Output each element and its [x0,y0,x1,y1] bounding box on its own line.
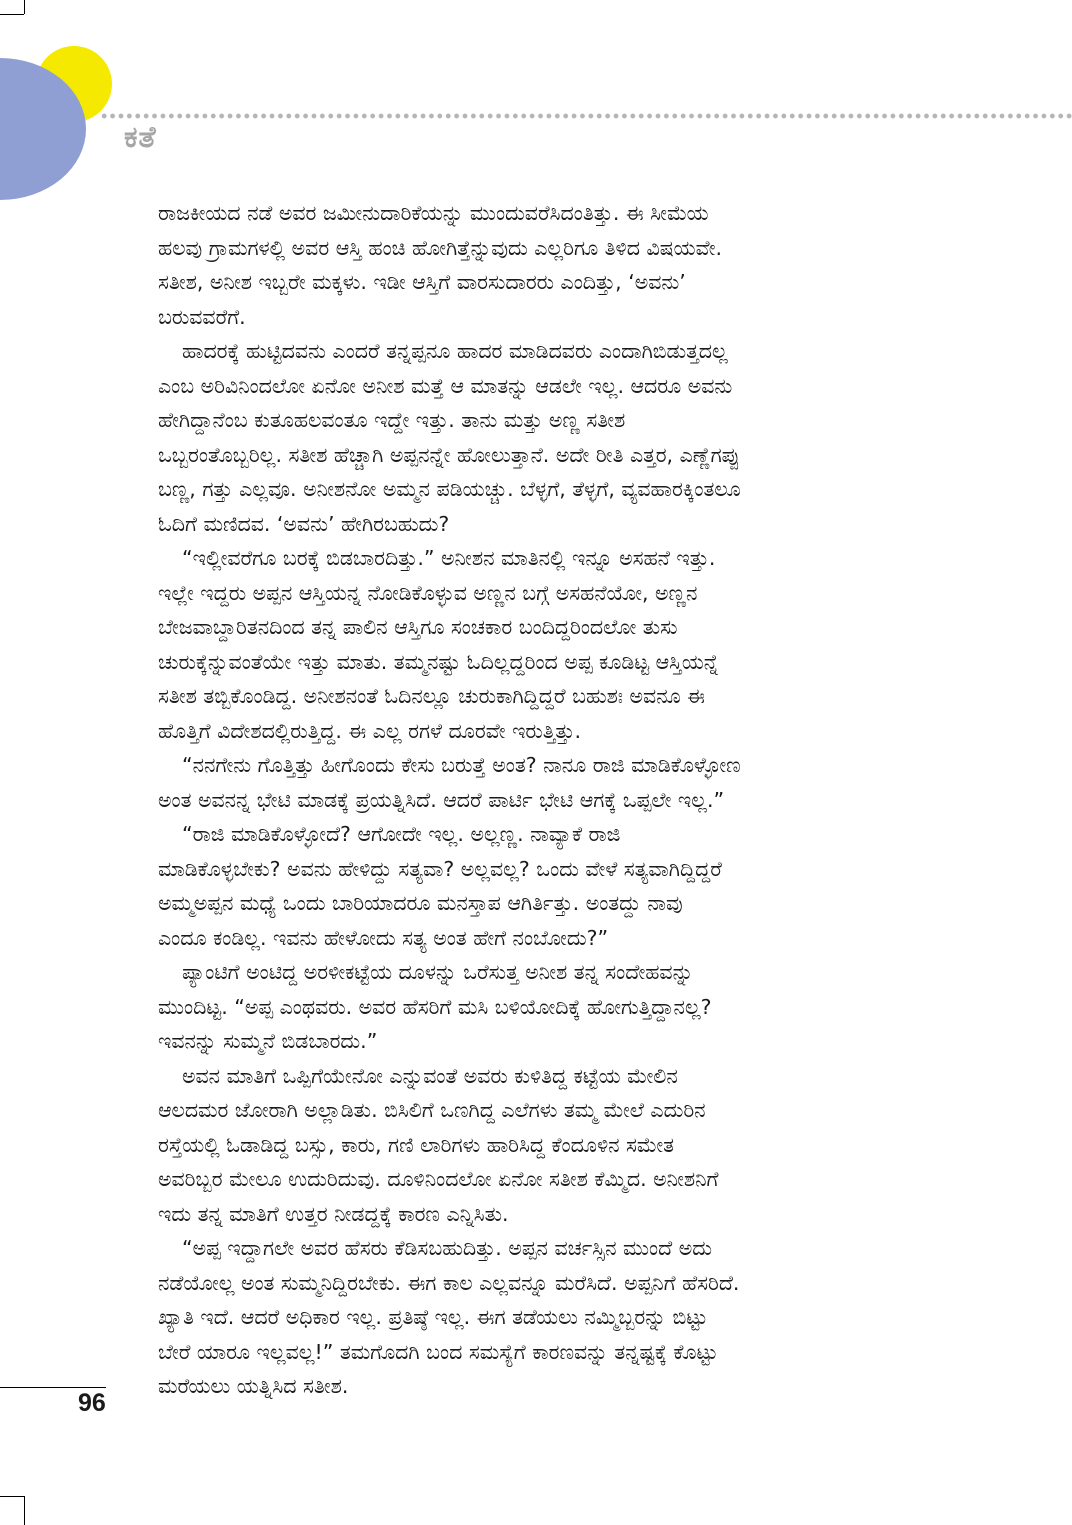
text-line: ಸತೀಶ, ಅನೀಶ ಇಬ್ಬರೇ ಮಕ್ಕಳು. ಇಡೀ ಆಸ್ತಿಗೆ ವಾರಸುದಾರರು ಎಂದಿತ್ತು, ‘ಅವನು’ [158,270,686,294]
story-text [158,196,918,1404]
text-line: ಬೇಜವಾಬ್ದಾರಿತನದಿಂದ ತನ್ನ ಪಾಲಿನ ಆಸ್ತಿಗೂ ಸಂಚಕಾರ ಬಂದಿದ್ದರಿಂದಲೋ ತುಸು [158,615,678,639]
text-line: ರಸ್ತೆಯಲ್ಲಿ ಓಡಾಡಿದ್ದ ಬಸ್ಸು, ಕಾರು, ಗಣಿ ಲಾರಿಗಳು ಹಾರಿಸಿದ್ದ ಕೆಂದೂಳಿನ ಸಮೇತ [158,1132,675,1157]
crop-mark [24,0,25,14]
text-line: ರಾಜಕೀಯದ ನಡೆ ಅವರ ಜಮೀನುದಾರಿಕೆಯನ್ನು ಮುಂದುವರೆಸಿದಂತಿತ್ತು. ಈ ಸೀಮೆಯ [158,201,709,225]
text-line: ಹಾದರಕ್ಕೆ ಹುಟ್ಟಿದವನು ಎಂದರೆ ತನ್ನಪ್ಪನೂ ಹಾದರ ಮಾಡಿದವರು ಎಂದಾಗಿಬಿಡುತ್ತದಲ್ಲ [182,339,728,363]
crop-mark [24,1496,25,1525]
footer-rule [0,1387,106,1388]
crop-mark [0,1496,24,1497]
text-line: ಬೇರೆ ಯಾರೂ ಇಲ್ಲವಲ್ಲ!” ತಮಗೊದಗಿ ಬಂದ ಸಮಸ್ಯೆಗೆ ಕಾರಣವನ್ನು ತನ್ನಷ್ಟಕ್ಕೆ ಕೊಟ್ಟು [158,1339,718,1364]
text-line: “ಅಪ್ಪ ಇದ್ದಾಗಲೇ ಅವರ ಹೆಸರು ಕೆಡಿಸಬಹುದಿತ್ತು. ಅಪ್ಪನ ವರ್ಚಸ್ಸಿನ ಮುಂದೆ ಅದು [182,1236,712,1260]
text-line: ಎಂಬ ಅರಿವಿನಿಂದಲೋ ಏನೋ ಅನೀಶ ಮತ್ತೆ ಆ ಮಾತನ್ನು ಆಡಲೇ ಇಲ್ಲ. ಆದರೂ ಅವನು [158,373,733,398]
text-line: ಬರುವವರೆಗೆ. [158,304,246,329]
text-line: ಇದು ತನ್ನ ಮಾತಿಗೆ ಉತ್ತರ ನೀಡದ್ದಕ್ಕೆ ಕಾರಣ ಎನ್ನಿಸಿತು. [158,1201,509,1226]
text-line: ಖ್ಯಾತಿ ಇದೆ. ಆದರೆ ಅಧಿಕಾರ ಇಲ್ಲ. ಪ್ರತಿಷ್ಠೆ ಇಲ್ಲ. ಈಗ ತಡೆಯಲು ನಮ್ಮಿಬ್ಬರನ್ನು ಬಿಟ್ಟು [158,1305,708,1329]
text-line: ಹೊತ್ತಿಗೆ ವಿದೇಶದಲ್ಲಿರುತ್ತಿದ್ದ. ಈ ಎಲ್ಲ ರಗಳೆ ದೂರವೇ ಇರುತ್ತಿತ್ತು. [158,718,582,743]
text-line: ಹಲವು ಗ್ರಾಮಗಳಲ್ಲಿ ಅವರ ಆಸ್ತಿ ಹಂಚಿ ಹೋಗಿತ್ತೆನ್ನುವುದು ಎಲ್ಲರಿಗೂ ತಿಳಿದ ವಿಷಯವೇ. [158,235,722,260]
text-line: ಪ್ಯಾಂಟಿಗೆ ಅಂಟಿದ್ದ ಅರಳೀಕಟ್ಟೆಯ ದೂಳನ್ನು ಒರೆಸುತ್ತ ಅನೀಶ ತನ್ನ ಸಂದೇಹವನ್ನು [182,960,694,984]
text-line: “ರಾಜಿ ಮಾಡಿಕೊಳ್ಳೋದೆ? ಆಗೋದೇ ಇಲ್ಲ. ಅಲ್ಲಣ್ಣ. ನಾವ್ಯಾಕೆ ರಾಜಿ [182,822,621,846]
text-line: ಅಮ್ಮಅಪ್ಪನ ಮಧ್ಯೆ ಒಂದು ಬಾರಿಯಾದರೂ ಮನಸ್ತಾಪ ಆಗಿರ್ತಿತ್ತು. ಅಂತದ್ದು ನಾವು [158,891,683,915]
text-line: ಬಣ್ಣ, ಗತ್ತು ಎಲ್ಲವೂ. ಅನೀಶನೋ ಅಮ್ಮನ ಪಡಿಯಚ್ಚು. ಬೆಳ್ಳಗೆ, ತೆಳ್ಳಗೆ, ವ್ಯವಹಾರಕ್ಕಿಂತಲೂ [158,477,741,501]
text-line: ಎಂದೂ ಕಂಡಿಲ್ಲ. ಇವನು ಹೇಳೋದು ಸತ್ಯ ಅಂತ ಹೇಗೆ ನಂಬೋದು?” [158,925,609,950]
text-line: ಓದಿಗೆ ಮಣಿದವ. ‘ಅವನು’ ಹೇಗಿರಬಹುದು? [158,511,450,536]
text-line: ಹೇಗಿದ್ದಾನೆಂಬ ಕುತೂಹಲವಂತೂ ಇದ್ದೇ ಇತ್ತು. ತಾನು ಮತ್ತು ಅಣ್ಣ ಸತೀಶ [158,408,626,432]
text-line: ಅಂತ ಅವನನ್ನ ಭೇಟಿ ಮಾಡಕ್ಕೆ ಪ್ರಯತ್ನಿಸಿದೆ. ಆದರೆ ಪಾರ್ಟಿ ಭೇಟಿ ಆಗಕ್ಕೆ ಒಪ್ಪಲೇ ಇಲ್ಲ.” [158,787,725,812]
text-line: ಮಾಡಿಕೊಳ್ಳಬೇಕು? ಅವನು ಹೇಳಿದ್ದು ಸತ್ಯವಾ? ಅಲ್ಲವಲ್ಲ? ಒಂದು ವೇಳೆ ಸತ್ಯವಾಗಿದ್ದಿದ್ದರೆ [158,856,722,881]
text-line: ನಡೆಯೋಲ್ಲ ಅಂತ ಸುಮ್ಮನಿದ್ದಿರಬೇಕು. ಈಗ ಕಾಲ ಎಲ್ಲವನ್ನೂ ಮರೆಸಿದೆ. ಅಪ್ಪನಿಗೆ ಹೆಸರಿದೆ. [158,1270,740,1295]
text-line: ಒಬ್ಬರಂತೊಬ್ಬರಿಲ್ಲ. ಸತೀಶ ಹೆಚ್ಚಾಗಿ ಅಪ್ಪನನ್ನೇ ಹೋಲುತ್ತಾನೆ. ಅದೇ ರೀತಿ ಎತ್ತರ, ಎಣ್ಣೆಗಪ್ಪು [158,442,740,467]
text-line: “ಇಲ್ಲೀವರೆಗೂ ಬರಕ್ಕೆ ಬಿಡಬಾರದಿತ್ತು.” ಅನೀಶನ ಮಾತಿನಲ್ಲಿ ಇನ್ನೂ ಅಸಹನೆ ಇತ್ತು. [182,546,716,570]
text-line: ಮುಂದಿಟ್ಟ. “ಅಪ್ಪ ಎಂಥವರು. ಅವರ ಹೆಸರಿಗೆ ಮಸಿ ಬಳಿಯೋದಿಕ್ಕೆ ಹೋಗುತ್ತಿದ್ದಾನಲ್ಲ? [158,994,712,1019]
text-line: ಆಲದಮರ ಜೋರಾಗಿ ಅಲ್ಲಾಡಿತು. ಬಿಸಿಲಿಗೆ ಒಣಗಿದ್ದ ಎಲೆಗಳು ತಮ್ಮ ಮೇಲೆ ಎದುರಿನ [158,1098,706,1122]
text-line: ಮರೆಯಲು ಯತ್ನಿಸಿದ ಸತೀಶ. [158,1374,349,1398]
section-label: ಕತೆ [124,120,157,155]
text-line: ಇವನನ್ನು ಸುಮ್ಮನೆ ಬಿಡಬಾರದು.” [158,1029,378,1053]
text-line: ಅವರಿಬ್ಬರ ಮೇಲೂ ಉದುರಿದುವು. ದೂಳಿನಿಂದಲೋ ಏನೋ ಸತೀಶ ಕೆಮ್ಮಿದ. ಅನೀಶನಿಗೆ [158,1167,719,1191]
page-number: 96 [78,1389,106,1417]
dotted-header-rule [100,113,1072,119]
text-line: “ನನಗೇನು ಗೊತ್ತಿತ್ತು ಹೀಗೊಂದು ಕೇಸು ಬರುತ್ತೆ ಅಂತ? ನಾನೂ ರಾಜಿ ಮಾಡಿಕೊಳ್ಳೋಣ [182,753,741,777]
text-line: ಸತೀಶ ತಬ್ಬಿಕೊಂಡಿದ್ದ. ಅನೀಶನಂತೆ ಓದಿನಲ್ಲೂ ಚುರುಕಾಗಿದ್ದಿದ್ದರೆ ಬಹುಶಃ ಅವನೂ ಈ [158,684,705,708]
crop-mark [0,14,24,15]
text-line: ಅವನ ಮಾತಿಗೆ ಒಪ್ಪಿಗೆಯೇನೋ ಎನ್ನುವಂತೆ ಅವರು ಕುಳಿತಿದ್ದ ಕಟ್ಟೆಯ ಮೇಲಿನ [182,1063,678,1088]
text-line: ಇಲ್ಲೇ ಇದ್ದರು ಅಪ್ಪನ ಆಸ್ತಿಯನ್ನ ನೋಡಿಕೊಳ್ಳುವ ಅಣ್ಣನ ಬಗ್ಗೆ ಅಸಹನೆಯೋ, ಅಣ್ಣನ [158,580,698,605]
text-line: ಚುರುಕ್ಕೆನ್ನುವಂತೆಯೇ ಇತ್ತು ಮಾತು. ತಮ್ಮನಷ್ಟು ಓದಿಲ್ಲದ್ದರಿಂದ ಅಪ್ಪ ಕೂಡಿಟ್ಟ ಆಸ್ತಿಯನ್ನೆ [158,649,719,674]
